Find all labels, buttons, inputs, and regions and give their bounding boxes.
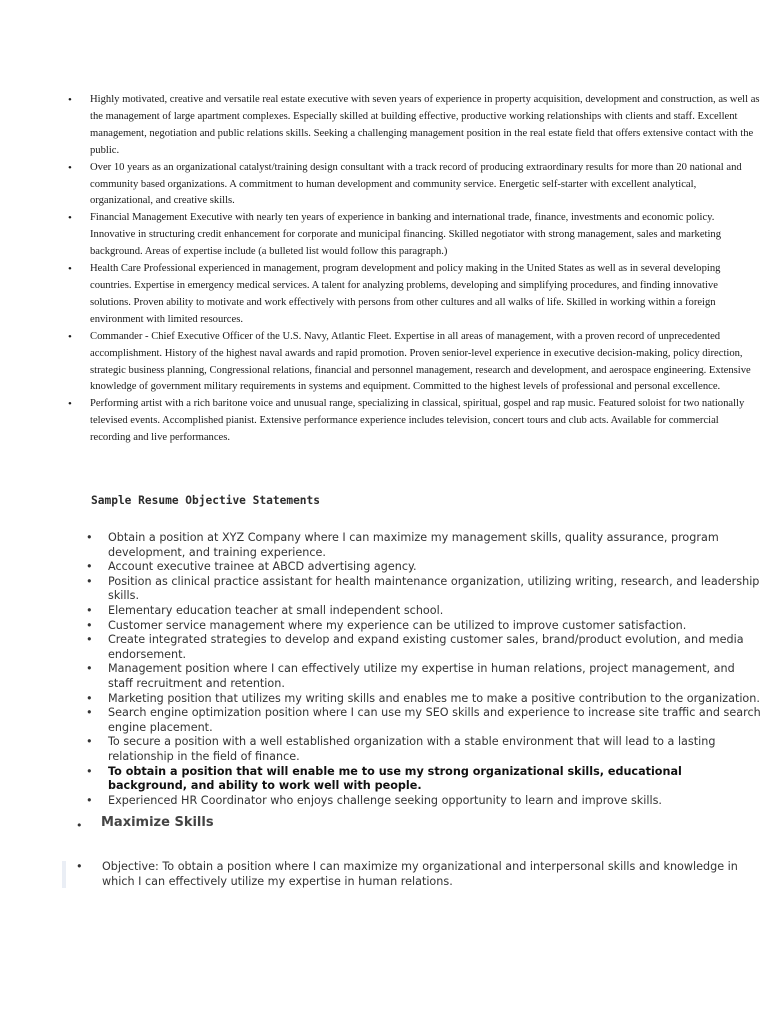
list-item [82,706,762,735]
profile-statement: Health Care Professional experienced in management, program development and policy making in the United States as well as in several developing countries. Expertise in emergency medical services. A talent for analyzing problems, developing and simplifying procedures, and finding innovative solutions. Proven ability to motivate and work effectively with persons from other cultures and all walks of life. Skilled in working within a foreign environment with limited resources. [90,263,721,325]
bullet-icon: • [86,560,93,574]
bullet-icon: • [76,860,83,873]
list-item [82,735,762,764]
objective-statement: Create integrated strategies to develop and expand existing customer sales, brand/product evolution, and media endorsement. [108,633,744,661]
bullet-icon: • [68,263,72,276]
list-item [82,794,762,809]
list-item [82,633,762,662]
list-item [60,396,760,447]
maximize-skills-list [76,860,766,889]
objective-statement-bold: To obtain a position that will enable me to use my strong organizational skills, educational background, and ability to work well with people. [108,764,682,793]
bullet-icon: • [68,330,72,343]
objective-statement: Elementary education teacher at small independent school. [108,603,444,617]
bullet-icon: • [86,662,93,676]
bullet-icon: • [86,706,93,720]
bullet-icon: • [68,161,72,174]
objective-statement: Search engine optimization position where I can use my SEO skills and experience to increase site traffic and search engine placement. [108,706,761,734]
bullet-icon: • [86,764,93,778]
profile-statement: Commander - Chief Executive Officer of the U.S. Navy, Atlantic Fleet. Expertise in all areas of management, with a proven record of unprecedented accomplishment. History of the highest naval awards and rapid promotion. Proven senior-level experience in executive decision-making, policy direction, strategic business planning, Congressional relations, financial and personnel management, research and development, and aerospace engineering. Extensive knowledge of government military requirements in systems and equipment. Committed to the highest levels of professional and personal excellence. [90,330,751,393]
objective-statement: Experienced HR Coordinator who enjoys challenge seeking opportunity to learn and improve skills. [108,793,662,807]
list-item [82,619,762,634]
objective-statement: Obtain a position at XYZ Company where I can maximize my management skills, quality assurance, program development, and training experience. [108,531,719,559]
bullet-icon: • [68,398,72,411]
bullet-icon: • [86,735,93,749]
list-item [60,210,760,261]
bullet-icon: • [68,94,72,106]
objective-list [82,531,762,808]
list-item [60,329,760,397]
list-item [82,575,762,604]
list-item [82,560,762,575]
bullet-icon: • [86,574,93,588]
bullet-icon: • [76,819,83,832]
profile-statement: Performing artist with a rich baritone voice and unusual range, specializing in classical, spiritual, gospel and rap music. Featured soloist for two nationally televised events. Accomplished pianist. Extensive performance experience includes television, concert tours and club acts. Available for commercial recording and live performances. [90,398,745,444]
bullet-icon: • [68,212,72,225]
bullet-icon: • [86,618,93,632]
list-item [76,860,766,889]
list-item [82,765,762,794]
list-item [82,604,762,619]
bullet-icon: • [86,603,93,617]
bullet-icon: • [86,531,93,544]
maximize-objective: Objective: To obtain a position where I can maximize my organizational and interpersonal skills and knowledge in which I can effectively utilize my expertise in human relations. [102,860,738,888]
list-item [82,531,762,560]
profile-statement-list [60,92,760,447]
bullet-icon: • [86,633,93,647]
list-item [60,160,760,211]
objective-statement: Account executive trainee at ABCD advertising agency. [108,560,417,574]
objectives-heading: Sample Resume Objective Statements [91,494,321,507]
list-item [82,692,762,707]
list-item [82,662,762,691]
bullet-icon: • [86,793,93,807]
profile-statement: Financial Management Executive with nearly ten years of experience in banking and international trade, finance, investments and economic policy. Innovative in structuring credit enhancement for corporate and municipal financing. Skilled negotiator with strong management, sales and marketing background. Areas of expertise include (a bulleted list would follow this paragraph.) [90,212,722,258]
maximize-skills-heading: Maximize Skills [101,815,214,830]
profile-statement: Highly motivated, creative and versatile real estate executive with seven years of experience in property acquisition, development and construction, as well as the management of large apartment complexes. Especially skilled at building effective, productive working relationships with clients and staff. Excellent management, negotiation and public relations skills. Seeking a challenging management position in the real estate field that offers extensive contact with the public. [90,94,760,156]
profile-statement: Over 10 years as an organizational catalyst/training design consultant with a track record of producing extraordinary results for more than 20 national and community based organizations. A commitment to human development and community service. Energetic self-starter with excellent analytical, organizational, and creative skills. [90,161,742,207]
list-item [60,92,760,160]
objective-statement: Position as clinical practice assistant for health maintenance organization, utilizing writing, research, and leadership skills. [108,574,760,603]
objective-statement: Management position where I can effectively utilize my expertise in human relations, project management, and staff recruitment and retention. [108,662,735,690]
objective-statement: Marketing position that utilizes my writing skills and enables me to make a positive contribution to the organization. [108,691,760,705]
margin-marker [62,861,66,888]
bullet-icon: • [86,691,93,705]
list-item [60,261,760,329]
objective-statement: To secure a position with a well established organization with a stable environment that will lead to a lasting relationship in the field of finance. [108,735,716,763]
objective-statement: Customer service management where my experience can be utilized to improve customer satisfaction. [108,618,687,632]
